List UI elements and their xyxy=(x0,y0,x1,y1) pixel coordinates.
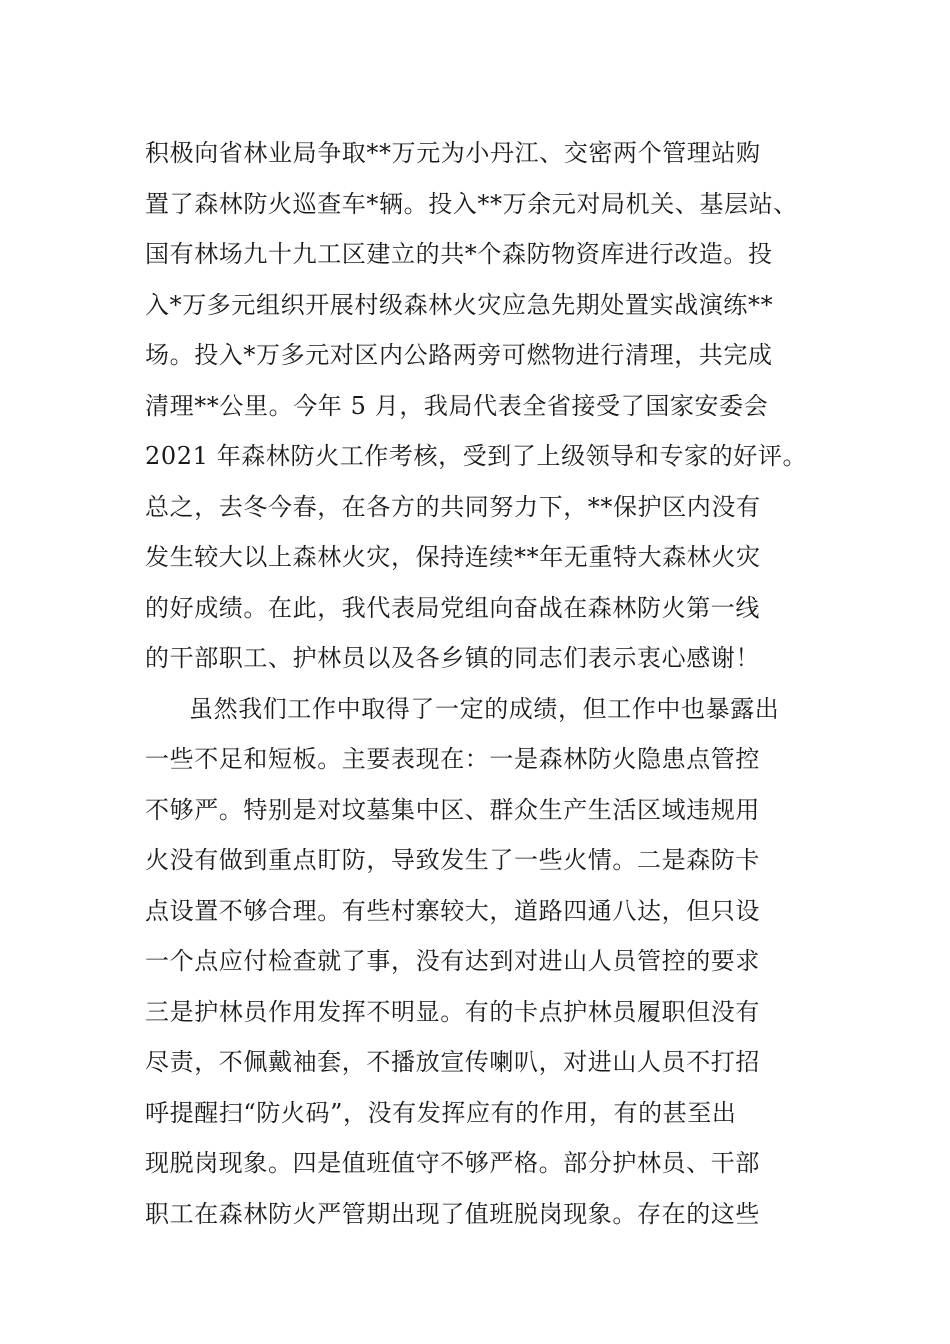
text-line: 的好成绩。在此，我代表局党组向奋战在森林防火第一线 xyxy=(145,593,760,622)
text-line: 职工在森林防火严管期出现了值班脱岗现象。存在的这些 xyxy=(145,1199,760,1228)
text-line: 不够严。特别是对坟墓集中区、群众生产生活区域违规用 xyxy=(145,795,760,824)
text-line: 点设置不够合理。有些村寨较大，道路四通八达，但只设 xyxy=(145,896,760,925)
text-line: 总之，去冬今春，在各方的共同努力下，**保护区内没有 xyxy=(145,492,761,521)
text-line: 呼提醒扫“防火码”，没有发挥应有的作用，有的甚至出 xyxy=(145,1098,737,1127)
text-line: 火没有做到重点盯防，导致发生了一些火情。二是森防卡 xyxy=(145,846,760,874)
text-line: 入*万多元组织开展村级森林火灾应急先期处置实战演练** xyxy=(145,290,774,319)
text-line: 的干部职工、护林员以及各乡镇的同志们表示衷心感谢！ xyxy=(145,644,760,672)
text-line: 一些不足和短板。主要表现在：一是森林防火隐患点管控 xyxy=(145,745,760,773)
text-line: 现脱岗现象。四是值班值守不够严格。部分护林员、干部 xyxy=(145,1149,760,1177)
text-line: 2021 年森林防火工作考核，受到了上级领导和专家的好评。 xyxy=(145,442,808,470)
text-line: 尽责，不佩戴袖套，不播放宣传喇叭，对进山人员不打招 xyxy=(145,1048,760,1076)
text-line: 场。投入*万多元对区内公路两旁可燃物进行清理，共完成 xyxy=(145,341,773,369)
text-line: 一个点应付检查就了事，没有达到对进山人员管控的要求 xyxy=(145,947,760,975)
text-line: 清理**公里。今年 5 月，我局代表全省接受了国家安委会 xyxy=(145,391,769,420)
body-text xyxy=(145,128,825,1239)
text-line: 发生较大以上森林火灾，保持连续**年无重特大森林火灾 xyxy=(145,543,761,571)
text-line: 三是护林员作用发挥不明显。有的卡点护林员履职但没有 xyxy=(145,997,760,1026)
text-line: 国有林场九十九工区建立的共*个森防物资库进行改造。投 xyxy=(145,240,773,268)
paragraph-1 xyxy=(145,128,825,684)
paragraph-2 xyxy=(145,684,825,1240)
text-line: 置了森林防火巡查车*辆。投入**万余元对局机关、基层站、 xyxy=(145,189,798,218)
text-line: 虽然我们工作中取得了一定的成绩，但工作中也暴露出 xyxy=(189,694,780,723)
text-line: 积极向省林业局争取**万元为小丹江、交密两个管理站购 xyxy=(145,139,761,167)
